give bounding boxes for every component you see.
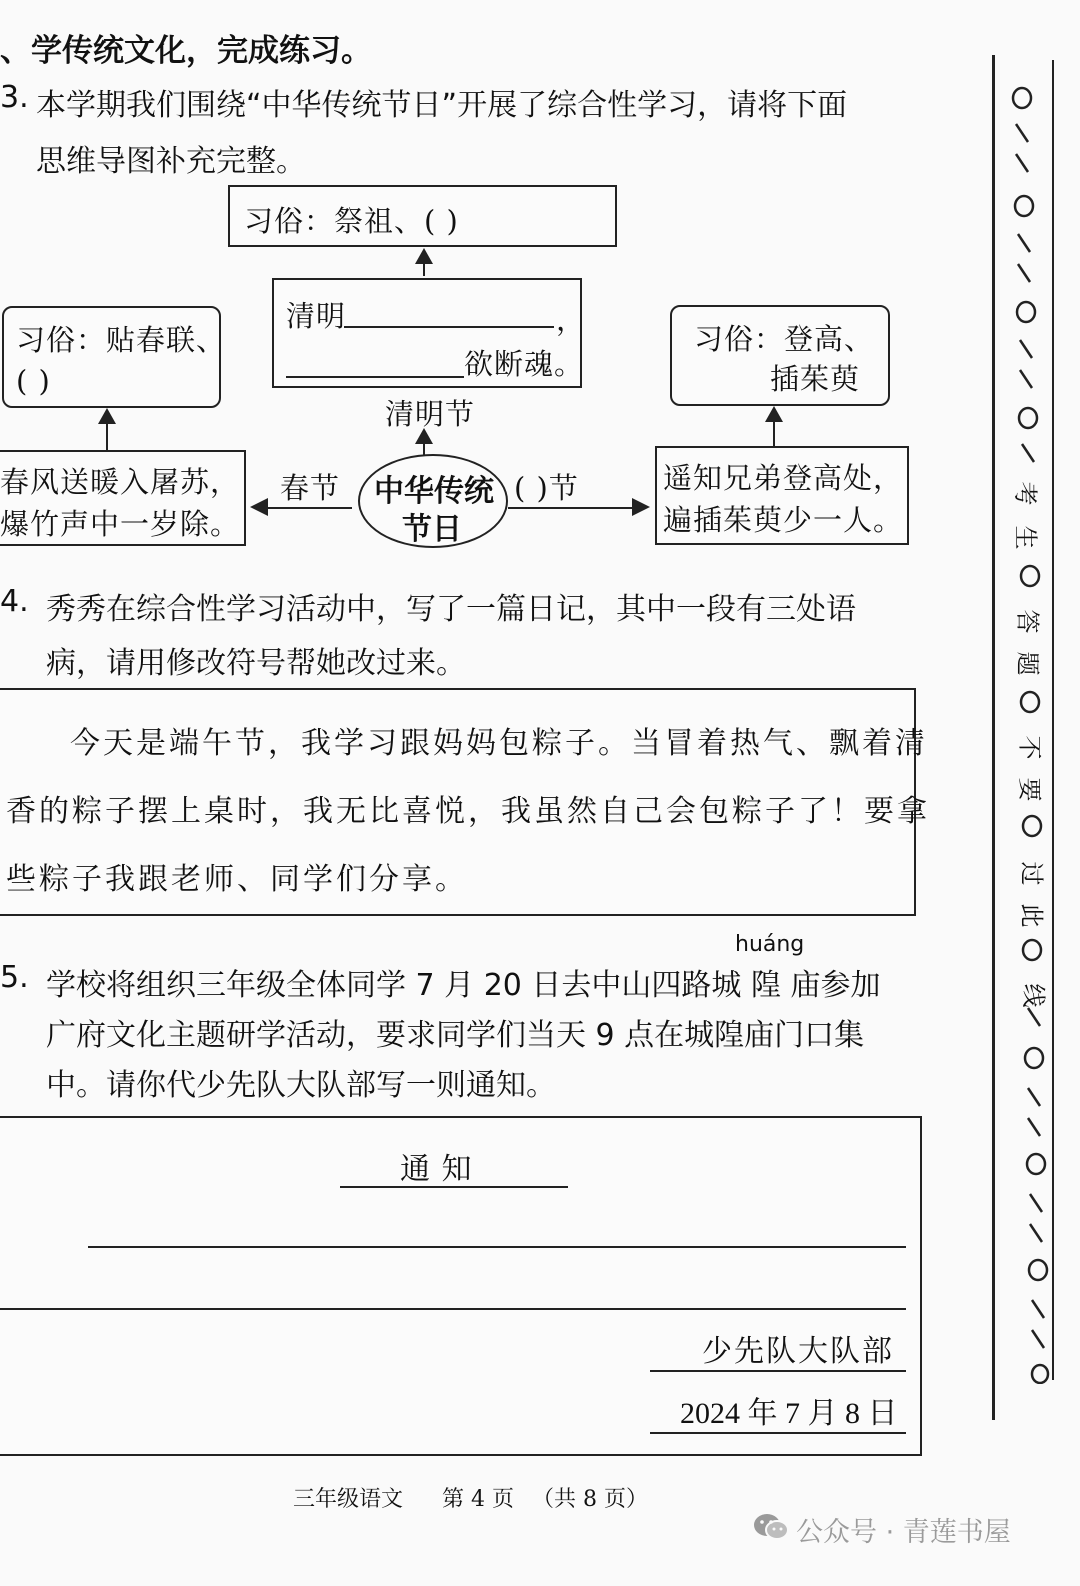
strip-char: 考 [1011, 481, 1040, 506]
answer-blank-line[interactable] [286, 376, 464, 378]
spring-custom-blank[interactable]: ( ) [16, 364, 51, 398]
center-node-line2: 节日 [402, 512, 462, 547]
strip-circle [1025, 1048, 1043, 1068]
writing-line[interactable] [88, 1246, 906, 1248]
q5-text-line3: 中。请你代少先队大队部写一则通知。 [46, 1068, 556, 1103]
section-title: 、学传统文化，完成练习。 [0, 33, 372, 69]
arrow-right-icon [632, 498, 650, 516]
strip-char: 答 [1013, 609, 1042, 634]
strip-char: 题 [1013, 651, 1042, 676]
strip-slash [1018, 264, 1030, 282]
connector-line [106, 422, 108, 450]
footer-subject: 三年级语文 [293, 1487, 404, 1512]
strip-circle [1029, 1260, 1047, 1280]
notice-title: 通 知 [400, 1152, 473, 1187]
footer-total: （共 8 页） [532, 1487, 648, 1512]
strip-slash [1028, 1088, 1040, 1106]
strip-slash [1016, 154, 1028, 172]
strip-circle [1013, 88, 1031, 108]
notice-signer: 少先队大队部 [702, 1334, 894, 1369]
q3-text-line2: 思维导图补充完整。 [36, 144, 306, 179]
strip-slash [1032, 1300, 1044, 1318]
footer-page: 第 4 页 [442, 1487, 514, 1512]
strip-circle [1023, 940, 1041, 960]
strip-slash [1030, 1194, 1042, 1212]
strip-circle [1015, 196, 1033, 216]
chongyang-custom-text1: 习俗：登高、 [694, 322, 875, 356]
strip-circle [1032, 1365, 1048, 1383]
qingming-label: 清明节 [385, 397, 476, 431]
poem-comma: ， [556, 303, 587, 337]
center-node [358, 454, 508, 548]
answer-blank-line[interactable] [344, 326, 554, 328]
chongyang-custom-text2: 插茱萸 [770, 362, 861, 396]
date-line [650, 1432, 906, 1434]
strip-slash [1028, 1118, 1040, 1136]
connector-line [423, 262, 425, 276]
strip-circle [1021, 692, 1039, 712]
diary-line2: 香的粽子摆上桌时，我无比喜悦，我虽然自己会包粽子了！要拿 [6, 794, 930, 829]
q3-number: 3. [0, 80, 29, 115]
connector-line [508, 507, 632, 509]
strip-slash [1016, 124, 1028, 142]
spring-label: 春节 [280, 471, 341, 505]
strip-char: 生 [1011, 525, 1040, 550]
arrow-up-icon [98, 408, 116, 424]
qingming-custom-box [228, 185, 617, 247]
strip-slash [1020, 370, 1032, 388]
binding-line-right [1052, 60, 1054, 1380]
strip-slash [1020, 340, 1032, 358]
writing-line[interactable] [0, 1308, 906, 1310]
strip-circle [1023, 816, 1041, 836]
title-underline [340, 1186, 568, 1188]
strip-slash [1022, 444, 1034, 462]
spring-custom-box[interactable] [2, 306, 227, 408]
q5-number: 5. [0, 960, 29, 995]
binding-strip-marks [1006, 84, 1050, 1384]
strip-circle [1017, 302, 1035, 322]
qingming-poem-end: 欲断魂。 [464, 347, 585, 381]
diary-box[interactable] [0, 688, 930, 916]
signer-line [650, 1370, 906, 1372]
strip-slash [1032, 1330, 1044, 1348]
spring-custom-text1: 习俗：贴春联、 [16, 323, 227, 357]
chongyang-poem-box [655, 446, 909, 545]
strip-circle [1021, 566, 1039, 586]
arrow-up-icon [415, 428, 433, 444]
qingming-custom-text: 习俗：祭祖、( ) [244, 204, 459, 238]
q5-text-line2: 广府文化主题研学活动，要求同学们当天 9 点在城隍庙门口集 [46, 1018, 865, 1053]
festival-name-blank[interactable]: ( )节 [514, 471, 579, 505]
spring-poem-line2: 爆竹声中一岁除。 [0, 507, 241, 541]
strip-slash [1028, 1008, 1040, 1026]
binding-strip [1006, 84, 1050, 1384]
pinyin-annotation: huáng [735, 932, 805, 957]
strip-char: 线 [1019, 983, 1048, 1008]
strip-slash [1018, 234, 1030, 252]
diary-line1: 今天是端午节，我学习跟妈妈包粽子。当冒着热气、飘着清 [70, 726, 928, 761]
qingming-poem-box[interactable] [272, 278, 587, 388]
strip-char: 要 [1015, 777, 1044, 802]
wechat-icon [752, 1512, 790, 1542]
spring-poem-box [0, 450, 246, 546]
strip-slash [1030, 1224, 1042, 1242]
chongyang-poem-line2: 遍插茱萸少一人。 [663, 503, 904, 537]
strip-circle [1019, 408, 1037, 428]
arrow-up-icon [765, 406, 783, 422]
arrow-up-icon [415, 248, 433, 264]
arrow-left-icon [250, 498, 268, 516]
q5-text-line1: 学校将组织三年级全体同学 7 月 20 日去中山四路城 隍 庙参加 [46, 968, 881, 1003]
notice-box[interactable] [0, 1116, 922, 1456]
qingming-poem-start: 清明 [286, 299, 347, 333]
connector-line [268, 507, 352, 509]
spring-poem-line1: 春风送暖入屠苏， [0, 465, 241, 499]
chongyang-poem-line1: 遥知兄弟登高处， [663, 461, 904, 495]
diary-line3: 些粽子我跟老师、同学们分享。 [6, 862, 468, 897]
watermark-text: 公众号 · 青莲书屋 [796, 1517, 1011, 1548]
center-node-line1: 中华传统 [374, 474, 494, 509]
q4-text-line1: 秀秀在综合性学习活动中，写了一篇日记，其中一段有三处语 [46, 592, 856, 627]
notice-date: 2024 年 7 月 8 日 [680, 1397, 898, 1430]
q4-text-line2: 病，请用修改符号帮她改过来。 [46, 646, 466, 681]
connector-line [773, 420, 775, 446]
chongyang-custom-box [670, 305, 890, 406]
strip-char: 不 [1015, 735, 1044, 760]
q3-text-line1: 本学期我们围绕“中华传统节日”开展了综合性学习，请将下面 [36, 88, 848, 123]
strip-circle [1027, 1154, 1045, 1174]
strip-char: 过 [1017, 861, 1046, 886]
strip-char: 此 [1017, 903, 1046, 928]
q4-number: 4. [0, 584, 29, 619]
binding-line-left [992, 55, 995, 1420]
